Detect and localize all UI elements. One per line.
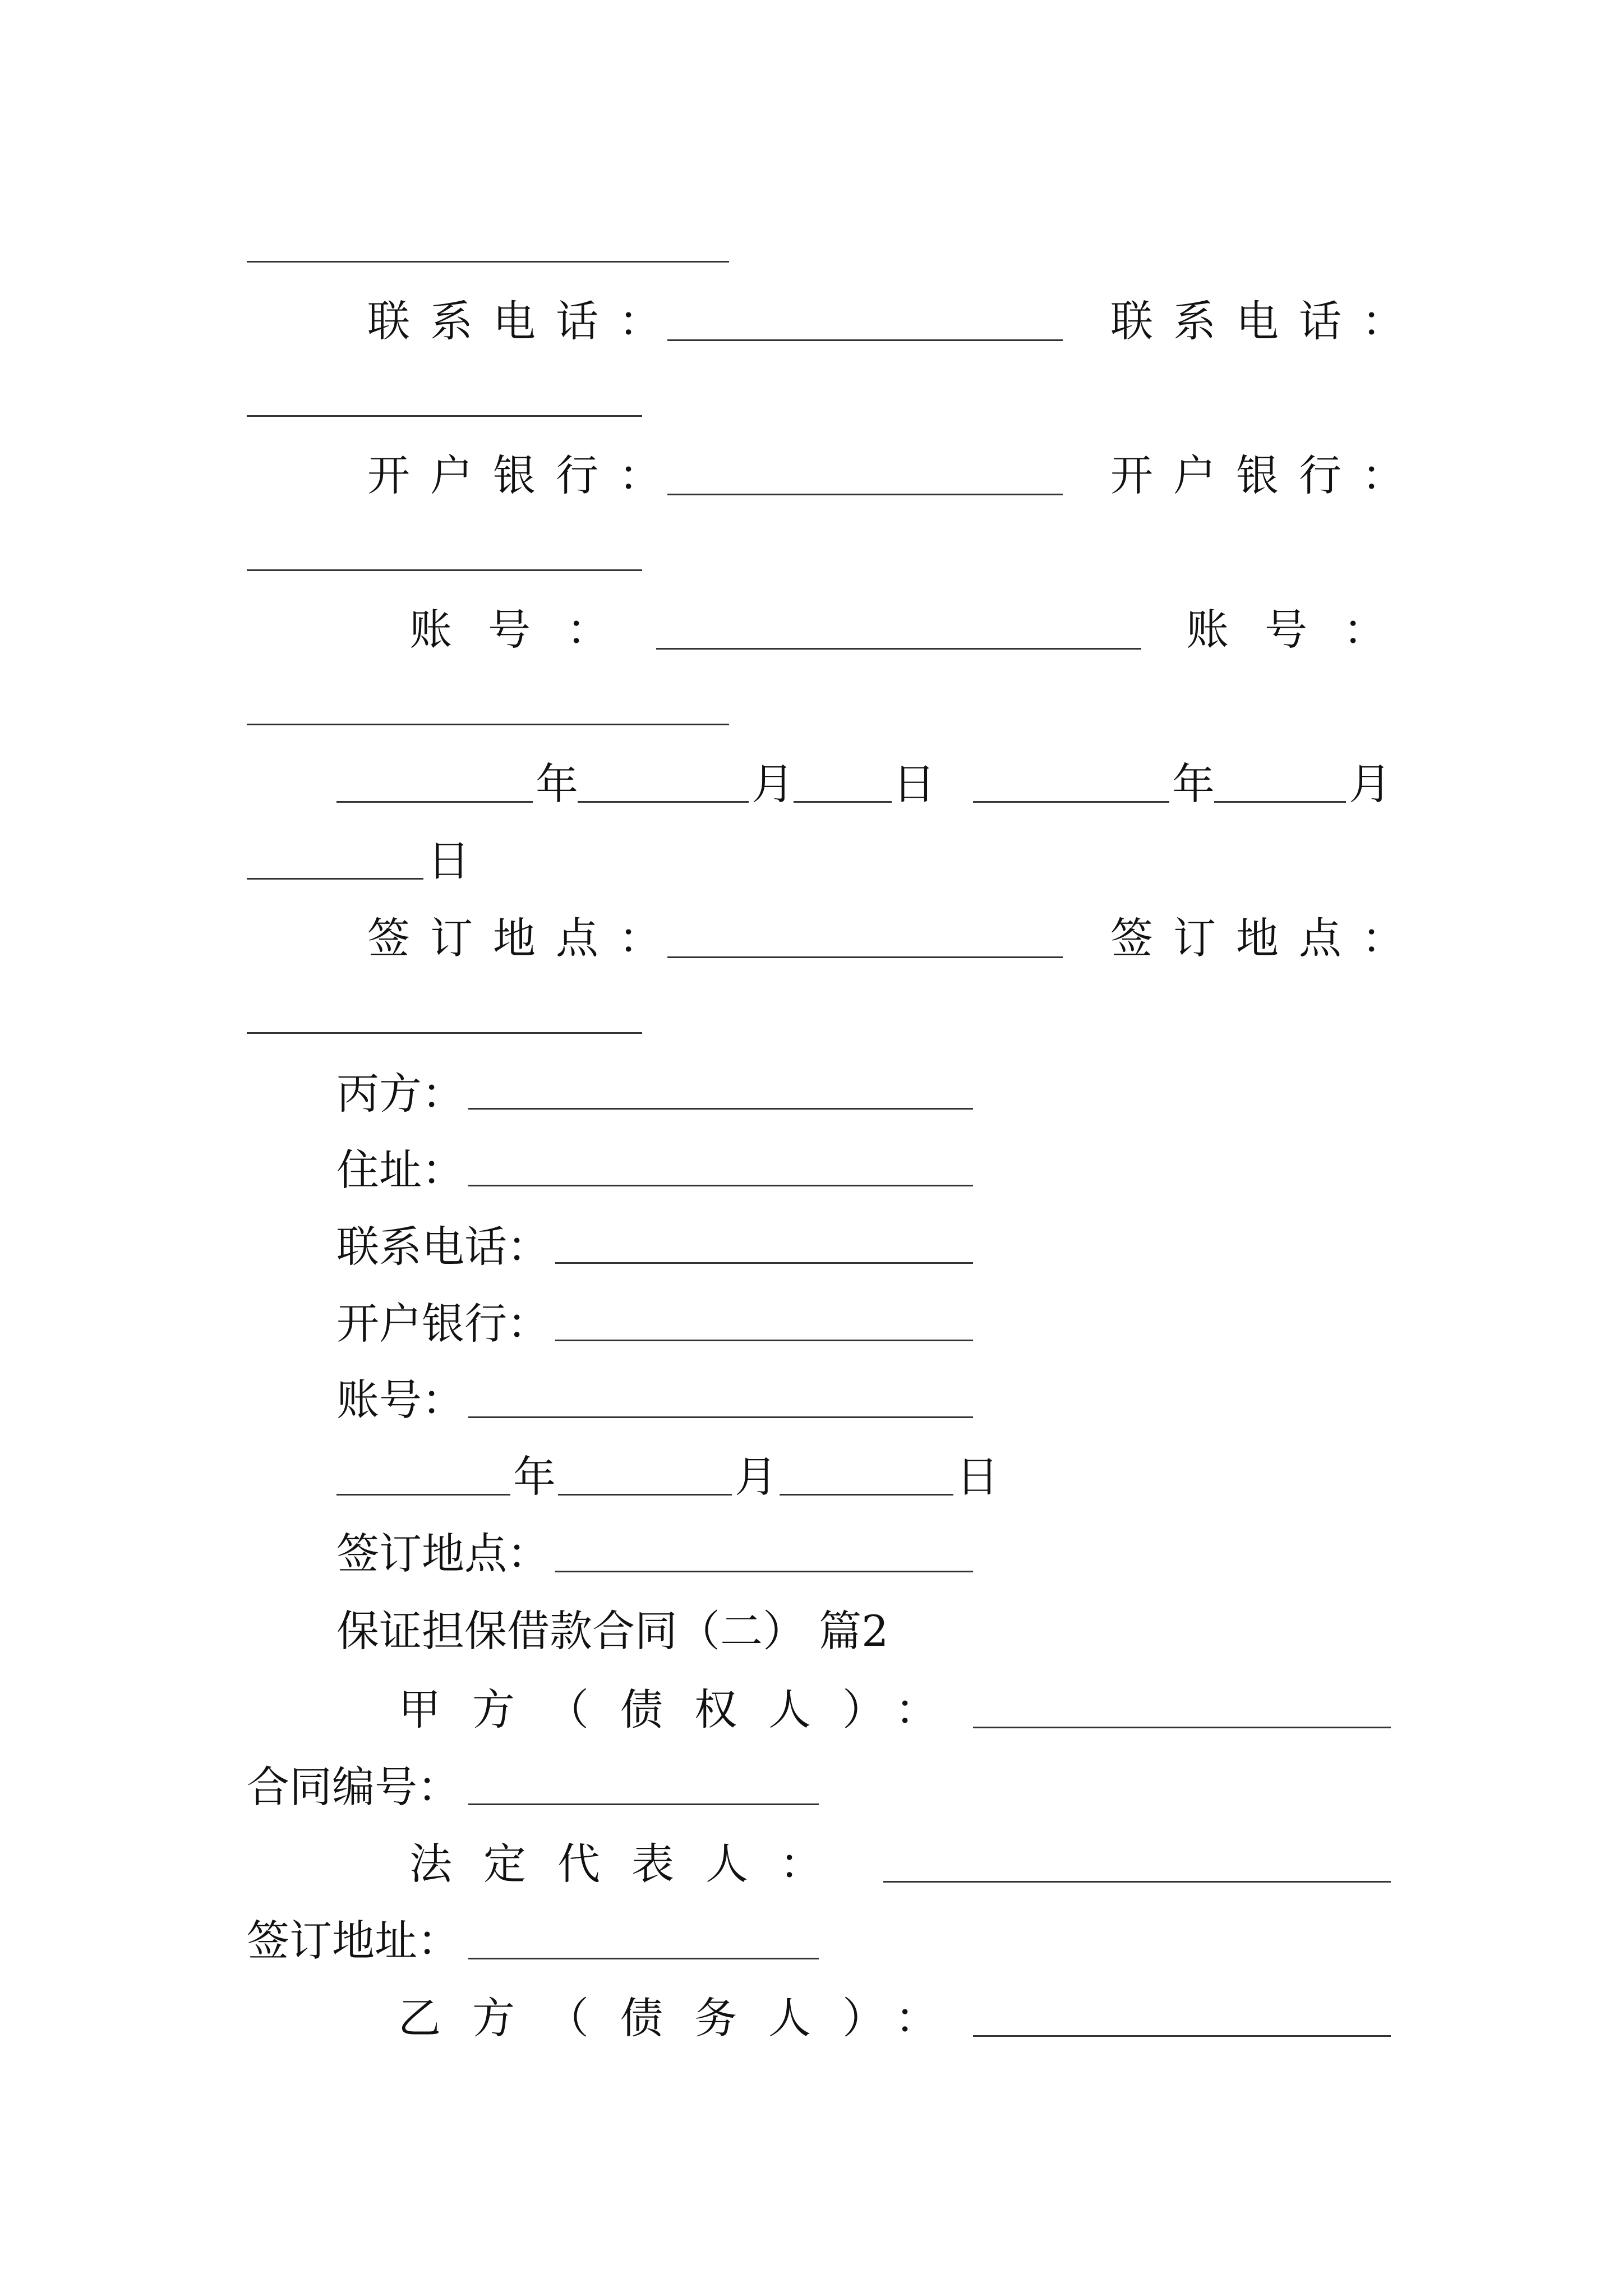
phone-blank-left — [667, 339, 1063, 341]
party-c-bank-label: 开户银行： — [336, 1299, 550, 1349]
party-c-sign-place-label: 签订地点： — [336, 1529, 550, 1579]
year-blank-left — [336, 801, 533, 803]
section-title: 保证担保借款合同（二） 篇2 — [336, 1606, 889, 1656]
party-c-account-blank — [468, 1416, 973, 1418]
party-c-day-label: 日 — [956, 1452, 999, 1502]
party-a-creditor-label: 甲方（债权人）： — [398, 1685, 969, 1734]
contract-no-label: 合同编号： — [247, 1762, 460, 1812]
day-blank-left — [794, 801, 892, 803]
sign-place-label-right: 签订地点： — [1110, 913, 1424, 963]
party-a-creditor-blank — [973, 1727, 1391, 1728]
day-label-left: 日 — [893, 759, 935, 809]
account-label-left: 账号： — [409, 605, 645, 655]
year-label-left: 年 — [536, 759, 578, 809]
party-c-sign-place-blank — [555, 1571, 973, 1572]
sign-place-blank-left — [667, 956, 1063, 958]
year-label-right: 年 — [1172, 759, 1215, 809]
account-blank-left — [656, 648, 1141, 650]
party-c-month-blank — [558, 1494, 732, 1496]
bank-blank-left — [667, 494, 1063, 495]
year-blank-right — [973, 801, 1169, 803]
bank-label-right: 开户银行： — [1110, 450, 1424, 500]
day-label-right: 日 — [427, 836, 470, 886]
party-c-account-label: 账号： — [336, 1375, 464, 1425]
account-label-right: 账号： — [1186, 605, 1422, 655]
contract-no-blank — [468, 1803, 819, 1805]
month-label-right: 月 — [1349, 759, 1391, 809]
sign-address-label: 签订地址： — [247, 1916, 460, 1966]
bank-label-left: 开户银行： — [367, 450, 681, 500]
address-blank — [468, 1185, 973, 1186]
party-b-debtor-blank — [973, 2035, 1391, 2037]
party-c-phone-label: 联系电话： — [336, 1222, 550, 1272]
sign-place-label-left: 签订地点： — [367, 913, 681, 963]
phone-label-right: 联系电话： — [1110, 296, 1424, 346]
legal-rep-blank — [883, 1881, 1391, 1883]
month-blank-right — [1214, 801, 1346, 803]
address-label: 住址： — [336, 1145, 464, 1195]
party-c-label: 丙方： — [336, 1069, 464, 1119]
party-c-month-label: 月 — [735, 1452, 777, 1502]
month-label-left: 月 — [751, 759, 794, 809]
party-c-blank — [468, 1108, 973, 1110]
account-blank-right — [247, 724, 729, 725]
party-b-debtor-label: 乙方（债务人）： — [398, 1993, 969, 2043]
month-blank-left — [578, 801, 749, 803]
phone-label-left: 联系电话： — [367, 296, 681, 346]
legal-rep-label: 法定代表人： — [409, 1839, 854, 1889]
sign-address-blank — [468, 1958, 819, 1959]
blank-line — [247, 261, 729, 263]
party-c-year-label: 年 — [513, 1452, 556, 1502]
party-c-day-blank — [780, 1494, 953, 1496]
sign-place-blank-right — [247, 1032, 642, 1034]
bank-blank-right — [247, 569, 642, 571]
phone-blank-right — [247, 415, 642, 417]
party-c-phone-blank — [555, 1262, 973, 1264]
party-c-year-blank — [336, 1494, 510, 1496]
party-c-bank-blank — [555, 1340, 973, 1341]
day-blank-right — [247, 878, 423, 880]
